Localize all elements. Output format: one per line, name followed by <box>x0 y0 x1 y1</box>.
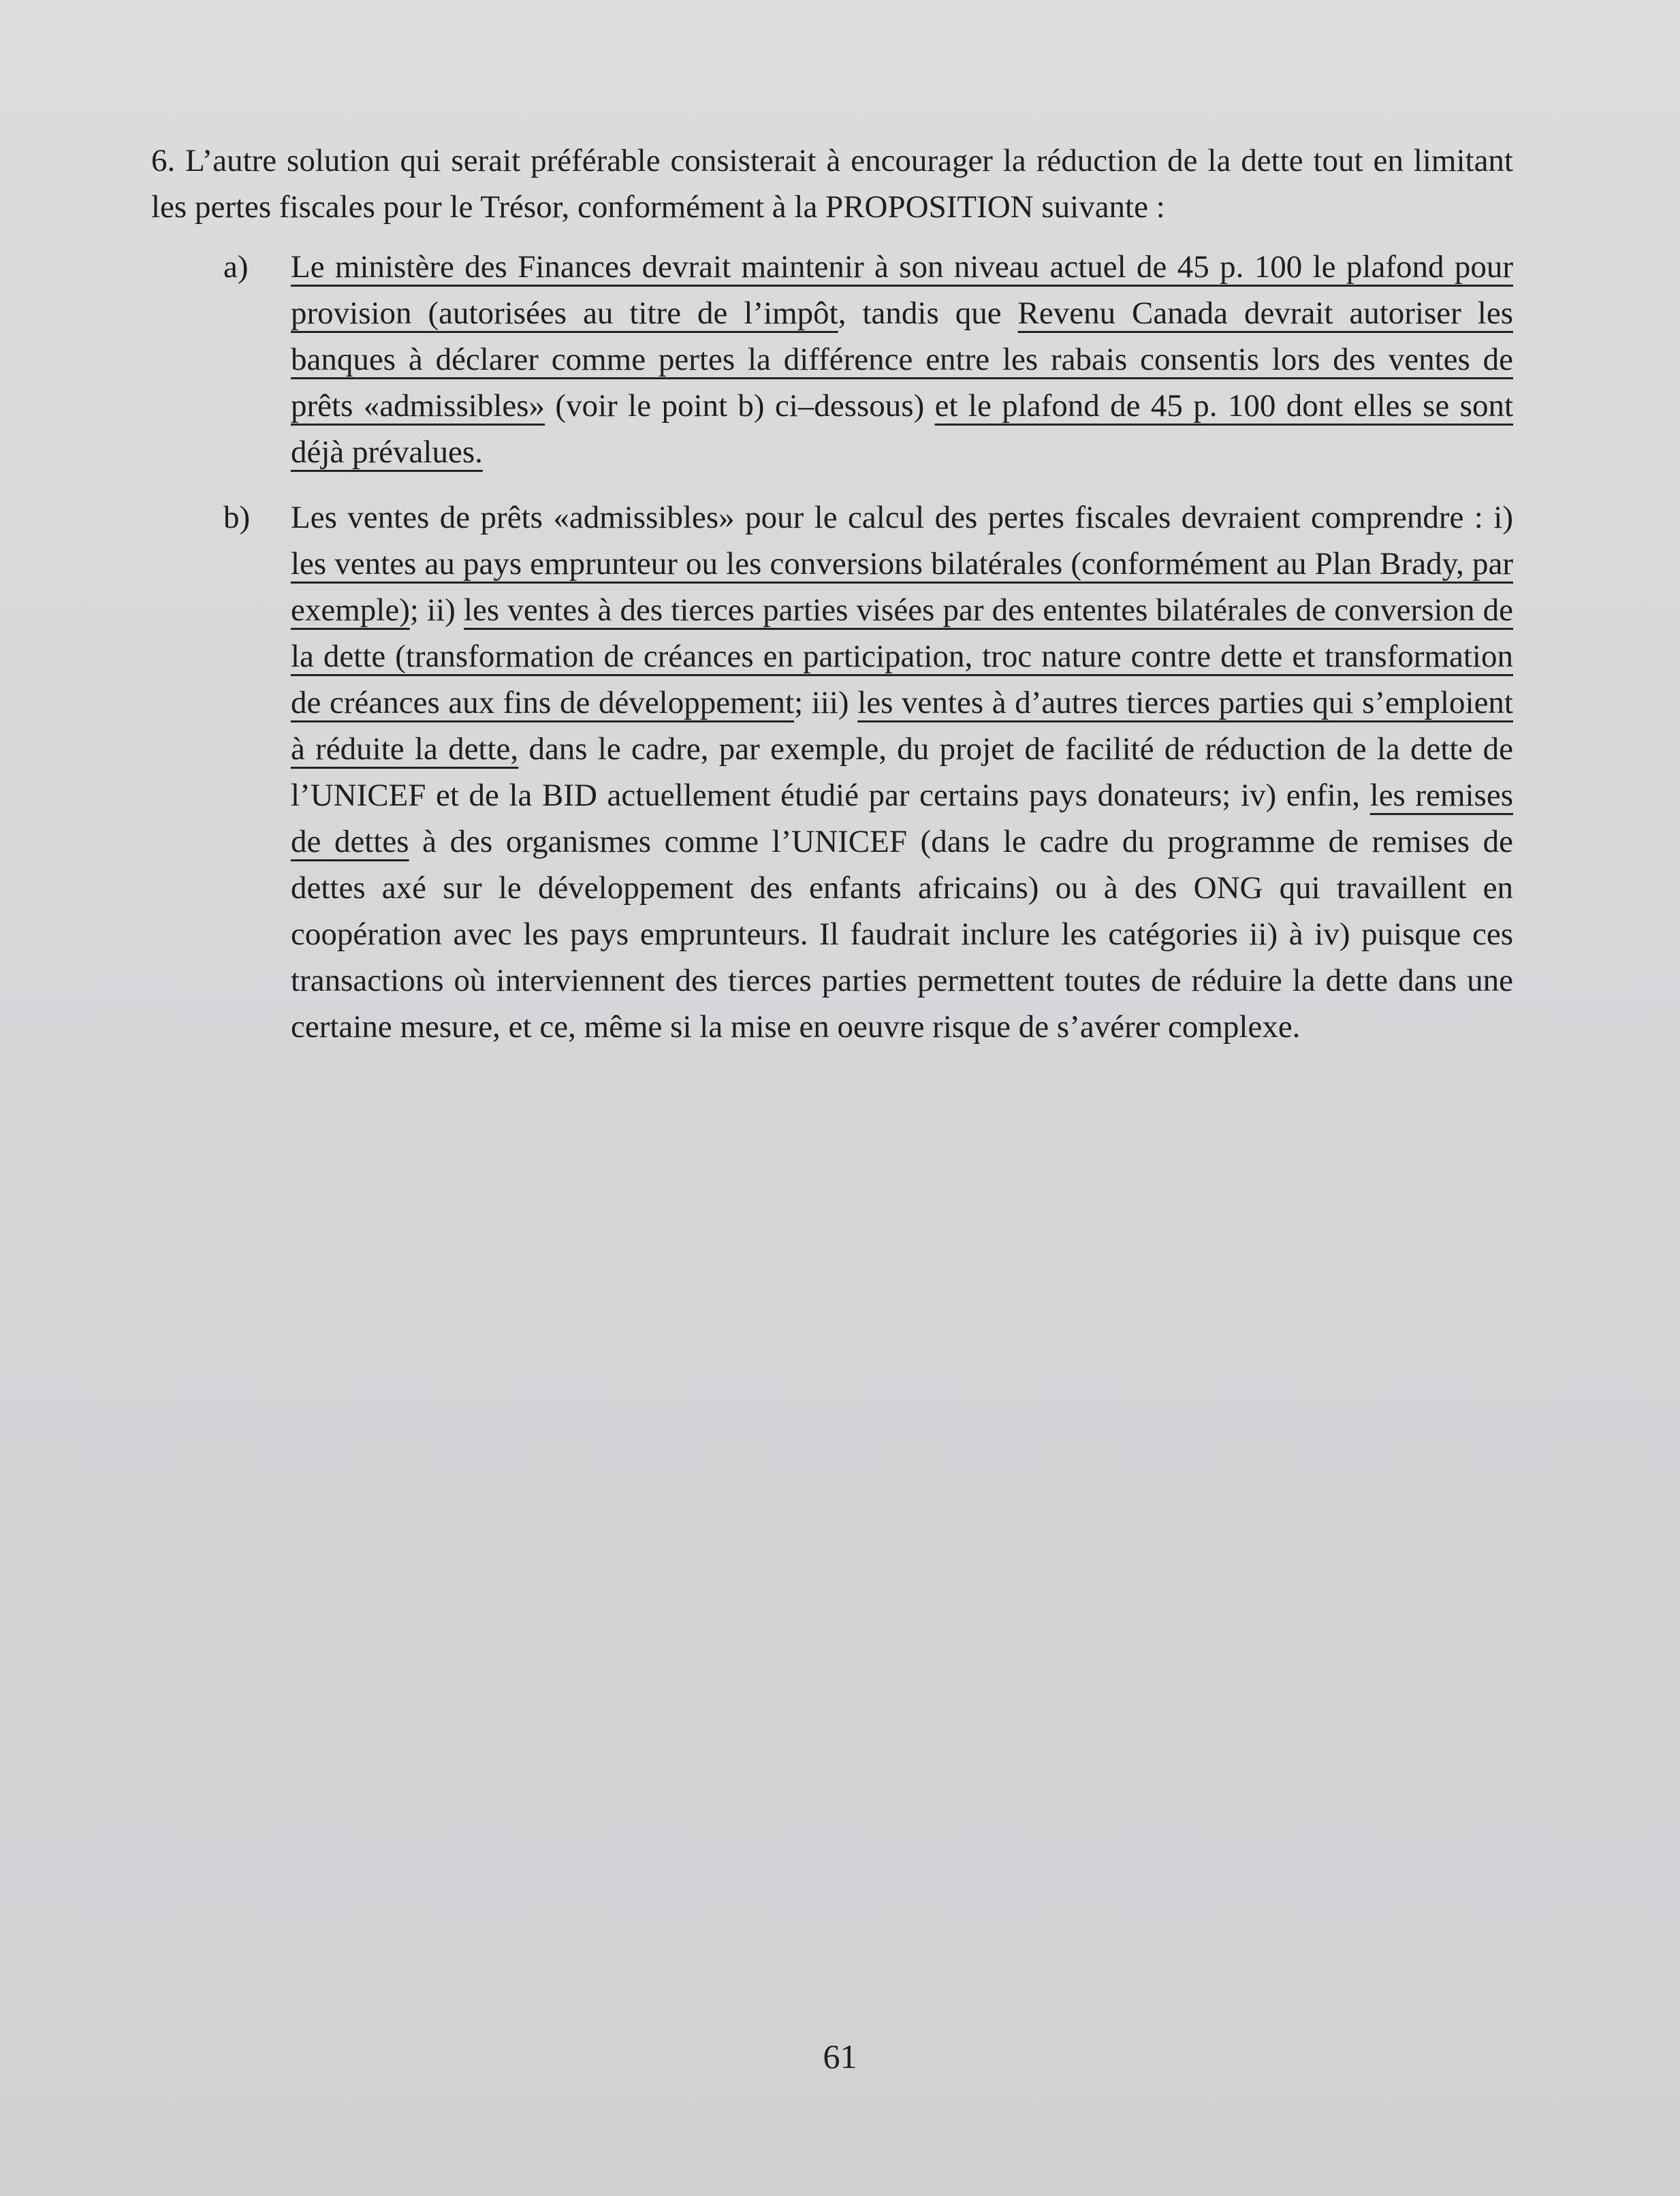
item-a-text <box>291 244 1513 475</box>
underlined-text: Le ministère des Finances devrait maintenir à son niveau actuel de 45 p. 100 le plafond pour provision (autorisées au titre de l’impôt <box>291 249 1513 331</box>
list-item-a <box>151 244 1513 475</box>
plain-text: à des organismes comme l’UNICEF (dans le cadre du programme de remises de dettes axé sur le développement des enfants africains) ou à des ONG qui travaillent en coopération avec les pays emprunteurs. Il faudrait inclure les catégories ii) à iv) puisque ces transactions où interviennent des tierces parties permettent toutes de réduire la dette dans une certaine mesure, et ce, même si la mise en oeuvre risque de s’avérer complexe. <box>291 824 1513 1045</box>
underlined-text: les ventes au pays emprunteur ou les conversions bilatérales (conformément au Plan Brady, par exemple) <box>291 546 1513 628</box>
plain-text: ; iii) <box>794 685 858 720</box>
underlined-text: Revenu Canada devrait autoriser les banques à déclarer comme pertes la différence entre les rabais consentis lors des ventes de prêts «admissibles» <box>291 296 1513 424</box>
plain-text: ; ii) <box>409 592 464 628</box>
intro-paragraph: 6. L’autre solution qui serait préférable consisterait à encourager la réduction de la dette tout en limitant les pertes fiscales pour le Trésor, conformément à la PROPOSITION suivante : <box>151 143 1513 225</box>
underlined-text: les remises de dettes <box>291 778 1513 859</box>
item-b-text <box>291 494 1513 1050</box>
document-body <box>151 138 1513 1050</box>
page-number: 61 <box>823 2037 857 2075</box>
underlined-text: les ventes à des tierces parties visées par des ententes bilatérales de conversion de la dette (transformation de créances en participation, troc nature contre dette et transformation de créances aux fins de développement <box>291 592 1514 720</box>
list-marker-b: b) <box>223 500 251 535</box>
underlined-text: les ventes à d’autres tierces parties qui s’emploient à réduite la dette, <box>291 685 1513 767</box>
underlined-text: et le plafond de 45 p. 100 dont elles se sont déjà prévalues. <box>291 388 1513 470</box>
list-item-b <box>151 494 1513 1050</box>
plain-text: Les ventes de prêts «admissibles» pour le calcul des pertes fiscales devraient comprendre : i) <box>291 500 1513 535</box>
plain-text: dans le cadre, par exemple, du projet de facilité de réduction de la dette de l’UNICEF et de la BID actuellement étudié par certains pays donateurs; iv) enfin, <box>291 731 1513 813</box>
plain-text: (voir le point b) ci–dessous) <box>545 388 935 424</box>
list-marker-a: a) <box>223 249 249 285</box>
plain-text: , tandis que <box>838 296 1018 331</box>
